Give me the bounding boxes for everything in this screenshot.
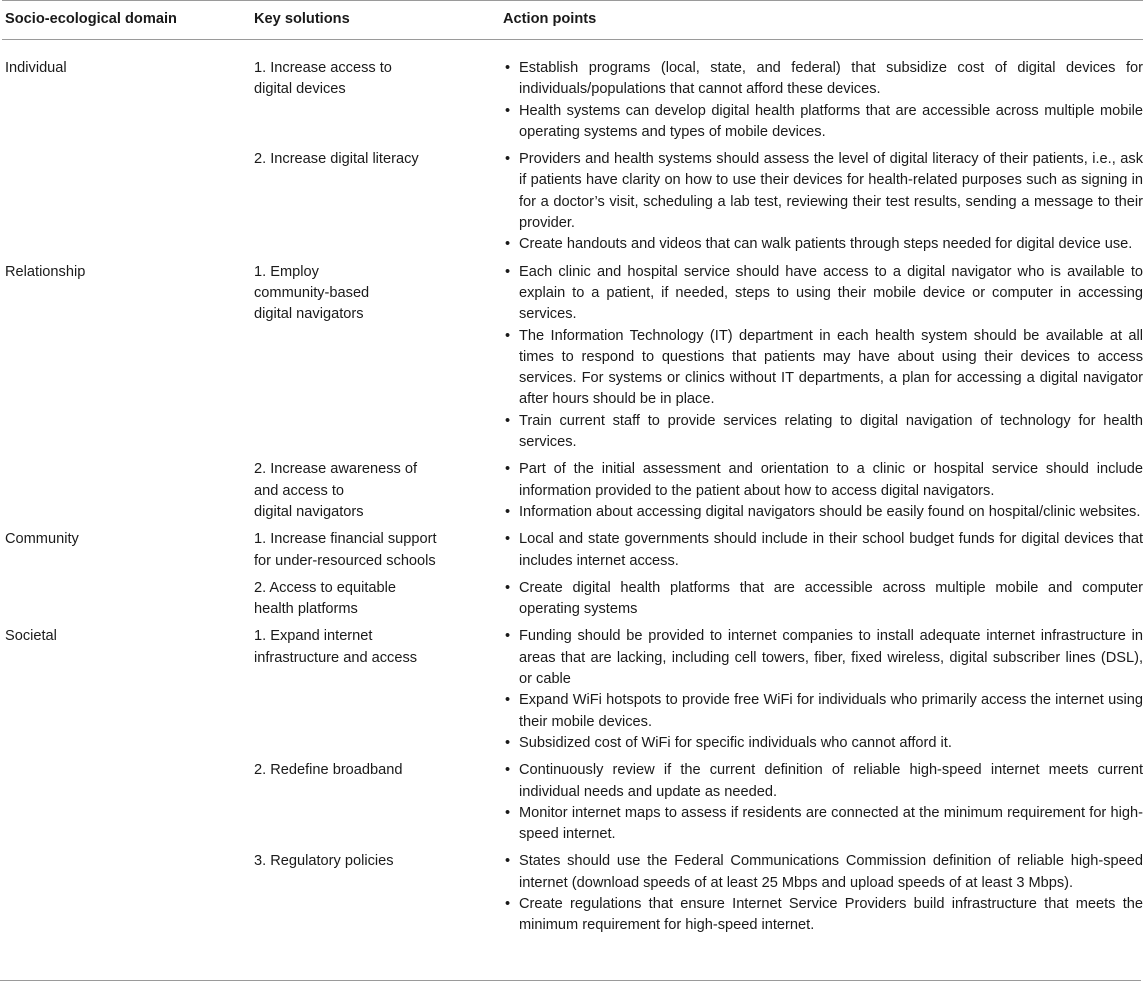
action-point: • Create handouts and videos that can walk patients through steps needed for digital device use. (503, 234, 1143, 255)
solutions-list (254, 262, 1143, 530)
domain-name: Individual (5, 60, 67, 76)
domain-name: Community (5, 531, 79, 548)
action-points-list (503, 626, 1143, 754)
action-point: • Funding should be provided to internet companies to install adequate internet infrastructure in areas that are lacking, including cell towers, fiber, fixed wireless, digital subscriber lines (DSL), or cable (503, 626, 1143, 690)
action-point: • Create digital health platforms that are accessible across multiple mobile and computer operating systems (503, 578, 1143, 621)
key-solution: 1. Increase financial support for under-resourced schools (254, 531, 437, 569)
action-point: • Train current staff to provide services relating to digital navigation of technology for health services. (503, 411, 1143, 454)
action-point: • Subsidized cost of WiFi for specific individuals who cannot afford it. (503, 733, 1143, 754)
action-point: • Create regulations that ensure Internet Service Providers build infrastructure that meets the minimum requirement for high-speed internet. (503, 894, 1143, 937)
action-point: • Monitor internet maps to assess if residents are connected at the minimum requirement for high-speed internet. (503, 803, 1143, 846)
solution-row (254, 626, 1143, 754)
action-point: • Continuously review if the current definition of reliable high-speed internet meets current individual needs and update as needed. (503, 760, 1143, 803)
table-body (2, 40, 1143, 943)
action-point: • States should use the Federal Communications Commission definition of reliable high-speed internet (download speeds of at least 25 Mbps and upload speeds of at least 3 Mbps). (503, 851, 1143, 894)
solutions-table (2, 0, 1143, 943)
key-solution: 1. Employ community-based digital navigators (254, 263, 370, 323)
action-point: • The Information Technology (IT) department in each health system should be available at all times to respond to questions that patients may have about using their devices to access services. For systems or clinics without IT departments, a plan for accessing a digital navigator after hours should be in place. (503, 326, 1143, 411)
action-point: • Part of the initial assessment and orientation to a clinic or hospital service should include information provided to the patient about how to access digital navigators. (503, 459, 1143, 502)
action-point: • Information about accessing digital navigators should be easily found on hospital/clinic websites. (503, 502, 1143, 523)
solution-row (254, 262, 1143, 454)
domain-row (2, 626, 1143, 942)
action-points-list (503, 149, 1143, 255)
solution-row (254, 149, 1143, 255)
action-point: • Each clinic and hospital service should have access to a digital navigator who is available to explain to a patient, if needed, steps to using their mobile device or computer in accessing services. (503, 262, 1143, 326)
key-solution: 3. Regulatory policies (254, 853, 394, 870)
action-point: • Establish programs (local, state, and federal) that subsidize cost of digital devices for individuals/populations that cannot afford these devices. (503, 58, 1143, 101)
solution-row (254, 529, 1143, 572)
action-point: • Expand WiFi hotspots to provide free WiFi for individuals who primarily access the internet using their mobile devices. (503, 690, 1143, 733)
key-solution: 2. Increase digital literacy (254, 151, 419, 168)
solution-row (254, 58, 1143, 143)
action-points-list (503, 760, 1143, 845)
domain-name: Relationship (5, 263, 86, 280)
header-domain: Socio-ecological domain (5, 11, 177, 28)
bottom-rule (0, 980, 1141, 981)
solution-row (254, 760, 1143, 845)
solution-row (254, 851, 1143, 936)
header-action-points: Action points (503, 11, 597, 28)
domain-row (2, 529, 1143, 626)
key-solution: 2. Increase awareness of and access to digital navigators (254, 461, 418, 520)
key-solution: 2. Access to equitable health platforms (254, 579, 396, 618)
solution-row (254, 459, 1143, 523)
domain-row (2, 58, 1143, 262)
table-header (2, 1, 1143, 39)
solution-row (254, 578, 1143, 621)
solutions-list (254, 58, 1143, 262)
solutions-list (254, 529, 1143, 626)
action-points-list (503, 459, 1143, 523)
key-solution: 1. Increase access to digital devices (254, 60, 392, 98)
action-points-list (503, 578, 1143, 621)
key-solution: 2. Redefine broadband (254, 762, 403, 779)
key-solution: 1. Expand internet infrastructure and access (254, 628, 418, 666)
header-key-solutions: Key solutions (254, 11, 350, 28)
action-point: • Health systems can develop digital health platforms that are accessible across multiple mobile operating systems and types of mobile devices. (503, 101, 1143, 144)
action-point: • Providers and health systems should assess the level of digital literacy of their patients, i.e., ask if patients have clarity on how to use their devices for health-related purposes such as signing in for a doctor’s visit, scheduling a lab test, reviewing their test results, sending a message to their provider. (503, 149, 1143, 234)
action-points-list (503, 58, 1143, 143)
action-points-list (503, 262, 1143, 454)
action-points-list (503, 851, 1143, 936)
action-points-list (503, 529, 1143, 572)
solutions-list (254, 626, 1143, 942)
action-point: • Local and state governments should include in their school budget funds for digital devices that includes internet access. (503, 529, 1143, 572)
domain-row (2, 262, 1143, 530)
domain-name: Societal (5, 628, 57, 645)
